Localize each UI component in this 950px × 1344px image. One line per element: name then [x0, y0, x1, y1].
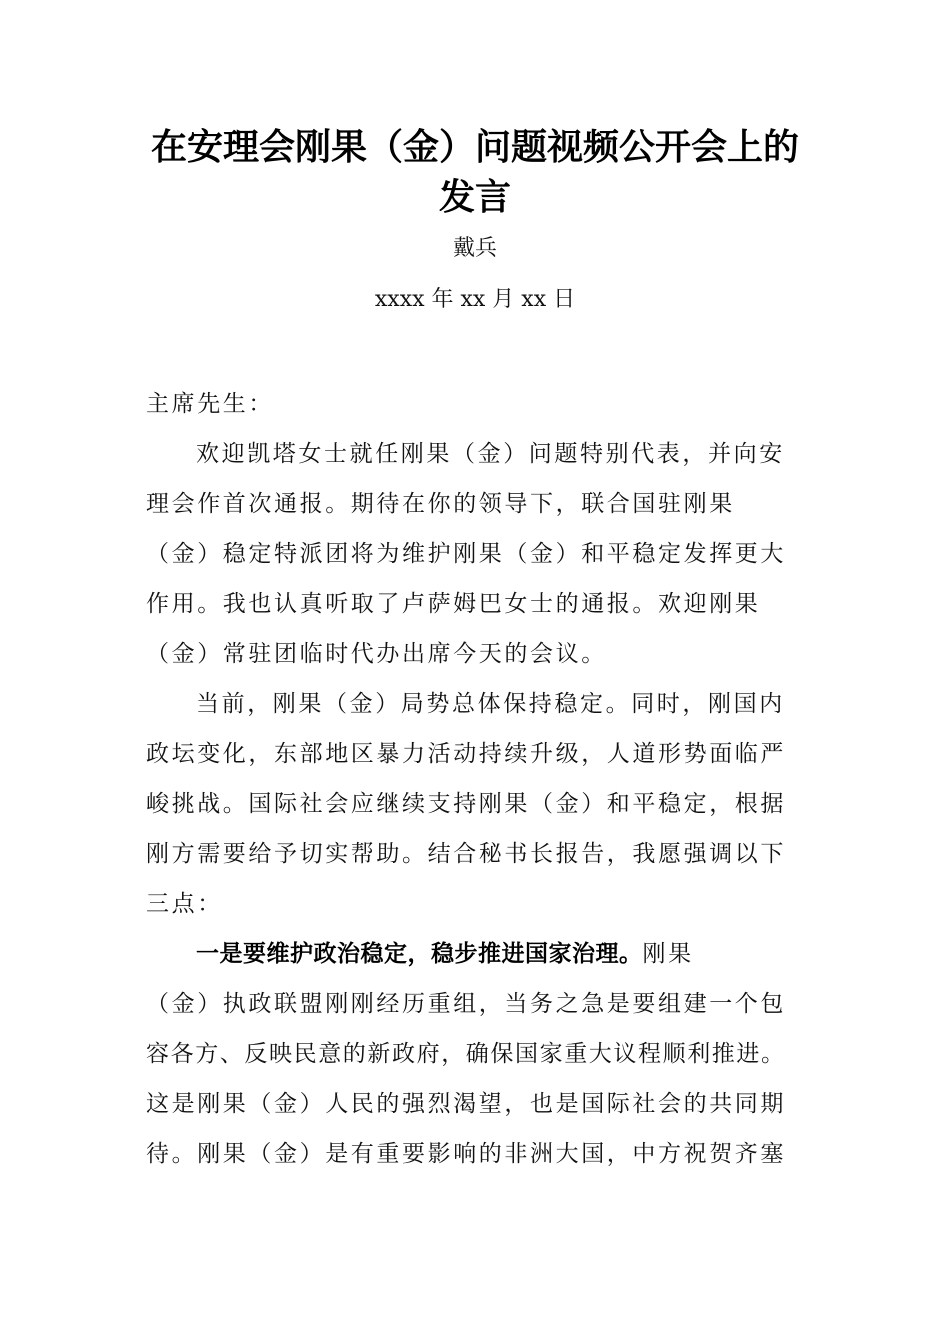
paragraph-3-heading: 一是要维护政治稳定，稳步推进国家治理。 — [196, 941, 643, 967]
paragraph-1-line: （金）常驻团临时代办出席今天的会议。 — [146, 641, 607, 667]
paragraph-3-line: （金）执政联盟刚刚经历重组，当务之急是要组建一个包 — [146, 991, 786, 1017]
paragraph-2-line: 当前，刚果（金）局势总体保持稳定。同时，刚国内 — [196, 691, 785, 717]
paragraph-1-line: 作用。我也认真听取了卢萨姆巴女士的通报。欢迎刚果 — [146, 591, 761, 617]
paragraph-2-line: 三点： — [146, 891, 223, 917]
paragraph-2-line: 刚方需要给予切实帮助。结合秘书长报告，我愿强调以下 — [146, 841, 786, 867]
document-date: xxxx 年 xx 月 xx 日 — [374, 287, 576, 312]
paragraph-3-text: 刚果 — [642, 941, 694, 967]
paragraph-2-line: 政坛变化，东部地区暴力活动持续升级，人道形势面临严 — [146, 741, 786, 767]
paragraph-3-line: 容各方、反映民意的新政府，确保国家重大议程顺利推进。 — [146, 1041, 786, 1067]
paragraph-3-line: 这是刚果（金）人民的强烈渴望，也是国际社会的共同期 — [146, 1091, 786, 1117]
salutation: 主席先生： — [146, 391, 274, 417]
document-title-line-1: 在安理会刚果（金）问题视频公开会上的 — [150, 127, 799, 168]
paragraph-3-first-line — [196, 936, 694, 972]
paragraph-2-line: 峻挑战。国际社会应继续支持刚果（金）和平稳定，根据 — [146, 791, 786, 817]
document-title-line-2: 发言 — [438, 177, 511, 218]
paragraph-1-line: （金）稳定特派团将为维护刚果（金）和平稳定发挥更大 — [146, 541, 786, 567]
paragraph-1-line: 理会作首次通报。期待在你的领导下，联合国驻刚果 — [146, 491, 735, 517]
author-name: 戴兵 — [452, 236, 497, 261]
paragraph-3-line: 待。刚果（金）是有重要影响的非洲大国，中方祝贺齐塞 — [146, 1141, 786, 1167]
paragraph-1-line: 欢迎凯塔女士就任刚果（金）问题特别代表，并向安 — [196, 441, 785, 467]
